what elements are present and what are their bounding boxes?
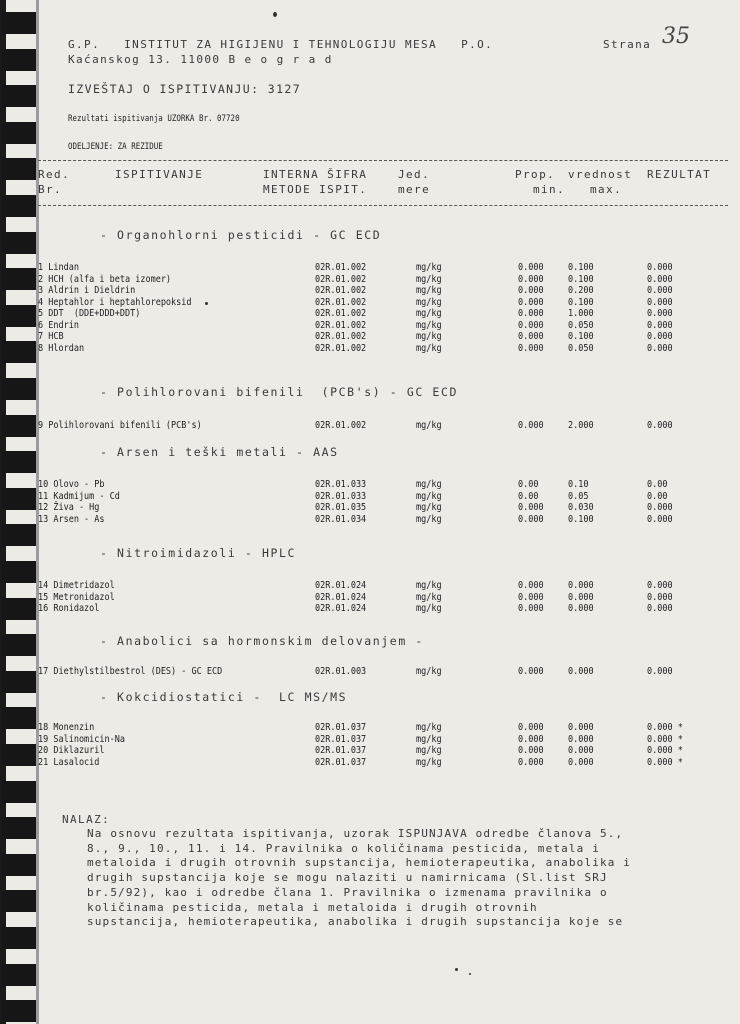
cell-unit: mg/kg xyxy=(416,343,442,355)
sample-line: Rezultati ispitivanja UZORKA Br. 07720 xyxy=(68,113,240,124)
cell-unit: mg/kg xyxy=(416,285,442,297)
cell-min: 0.000 xyxy=(518,603,544,615)
cell-min: 0.000 xyxy=(518,502,544,514)
cell-result: 0.000 xyxy=(647,514,673,526)
cell-name: 8 Hlordan xyxy=(38,343,85,355)
cell-code: 02R.01.024 xyxy=(315,592,367,604)
section-title: - Anabolici sa hormonskim delovanjem - xyxy=(100,634,424,648)
binding-hole xyxy=(2,854,36,876)
cell-min: 0.000 xyxy=(518,580,544,592)
cell-max: 0.200 xyxy=(568,285,594,297)
report-title: IZVEŠTAJ O ISPITIVANJU: 3127 xyxy=(68,82,302,96)
table-header-rule xyxy=(38,205,728,206)
findings-line: Na osnovu rezultata ispitivanja, uzorak ISPUNJAVA odredbe članova 5., xyxy=(87,827,624,840)
cell-unit: mg/kg xyxy=(416,479,442,491)
binding-hole xyxy=(2,488,36,510)
findings-line: metaloida i drugih otrovnih supstancija, hemioterapeutika, anabolika i xyxy=(87,856,632,869)
cell-min: 0.000 xyxy=(518,734,544,746)
cell-code: 02R.01.002 xyxy=(315,331,367,343)
findings-label: NALAZ: xyxy=(62,813,111,826)
cell-unit: mg/kg xyxy=(416,420,442,432)
cell-unit: mg/kg xyxy=(416,666,442,678)
findings-line: 8., 9., 10., 11. i 14. Pravilnika o količinama pesticida, metala i xyxy=(87,842,600,855)
table-top-rule xyxy=(38,160,728,161)
cell-max: 0.000 xyxy=(568,745,594,757)
cell-unit: mg/kg xyxy=(416,745,442,757)
cell-code: 02R.01.002 xyxy=(315,297,367,309)
binding-hole xyxy=(2,781,36,803)
department-line: ODELJENJE: ZA REZIDUE xyxy=(68,141,163,152)
binding-hole xyxy=(2,1000,36,1022)
binding-hole xyxy=(2,598,36,620)
cell-code: 02R.01.002 xyxy=(315,320,367,332)
cell-unit: mg/kg xyxy=(416,262,442,274)
cell-min: 0.000 xyxy=(518,343,544,355)
binding-hole xyxy=(2,232,36,254)
col-jed-1: Jed. xyxy=(398,168,431,181)
cell-code: 02R.01.035 xyxy=(315,502,367,514)
cell-unit: mg/kg xyxy=(416,603,442,615)
cell-min: 0.000 xyxy=(518,514,544,526)
cell-min: 0.000 xyxy=(518,757,544,769)
cell-name: 19 Salinomicin-Na xyxy=(38,734,125,746)
section-title: - Organohlorni pesticidi - GC ECD xyxy=(100,228,382,242)
cell-max: 0.10 xyxy=(568,479,589,491)
cell-code: 02R.01.002 xyxy=(315,420,367,432)
cell-min: 0.000 xyxy=(518,297,544,309)
cell-unit: mg/kg xyxy=(416,514,442,526)
cell-unit: mg/kg xyxy=(416,502,442,514)
col-max: max. xyxy=(590,183,623,196)
cell-min: 0.00 xyxy=(518,491,539,503)
cell-result: 0.000 xyxy=(647,297,673,309)
col-min: min. xyxy=(533,183,566,196)
cell-code: 02R.01.024 xyxy=(315,580,367,592)
cell-max: 0.000 xyxy=(568,734,594,746)
binding-hole xyxy=(2,561,36,583)
cell-name: 12 Živa - Hg xyxy=(38,502,100,514)
cell-code: 02R.01.003 xyxy=(315,666,367,678)
cell-result: 0.000 xyxy=(647,502,673,514)
cell-unit: mg/kg xyxy=(416,320,442,332)
findings-line: supstancija, hemioterapeutika, anabolika i drugih supstancija koje se xyxy=(87,915,624,928)
scan-speck xyxy=(273,12,277,17)
cell-unit: mg/kg xyxy=(416,580,442,592)
page-label: Strana xyxy=(603,38,652,51)
cell-name: 4 Heptahlor i heptahlorepoksid xyxy=(38,297,192,309)
cell-min: 0.000 xyxy=(518,666,544,678)
cell-result: 0.000 xyxy=(647,262,673,274)
binding-hole xyxy=(2,744,36,766)
col-jed-2: mere xyxy=(398,183,431,196)
cell-unit: mg/kg xyxy=(416,734,442,746)
cell-max: 1.000 xyxy=(568,308,594,320)
findings-line: količinama pesticida, metala i metaloida i drugih otrovnih xyxy=(87,901,538,914)
cell-max: 0.050 xyxy=(568,320,594,332)
binding-hole xyxy=(2,49,36,71)
cell-min: 0.000 xyxy=(518,262,544,274)
cell-max: 0.000 xyxy=(568,666,594,678)
cell-result: 0.000 * xyxy=(647,734,683,746)
cell-result: 0.000 xyxy=(647,285,673,297)
cell-unit: mg/kg xyxy=(416,491,442,503)
cell-name: 17 Diethylstilbestrol (DES) - GC ECD xyxy=(38,666,223,678)
cell-max: 0.000 xyxy=(568,580,594,592)
cell-unit: mg/kg xyxy=(416,274,442,286)
cell-code: 02R.01.037 xyxy=(315,745,367,757)
binding-hole xyxy=(2,158,36,180)
scan-speck xyxy=(455,968,458,971)
cell-code: 02R.01.002 xyxy=(315,308,367,320)
cell-name: 16 Ronidazol xyxy=(38,603,100,615)
binding-hole xyxy=(2,12,36,34)
binding-hole xyxy=(2,341,36,363)
cell-min: 0.000 xyxy=(518,592,544,604)
cell-name: 2 HCH (alfa i beta izomer) xyxy=(38,274,172,286)
cell-result: 0.000 * xyxy=(647,757,683,769)
cell-max: 0.100 xyxy=(568,274,594,286)
binding-hole xyxy=(2,268,36,290)
binding-hole xyxy=(2,964,36,986)
col-sifra-1: INTERNA ŠIFRA xyxy=(263,168,368,181)
cell-name: 1 Lindan xyxy=(38,262,79,274)
cell-max: 0.05 xyxy=(568,491,589,503)
cell-result: 0.00 xyxy=(647,491,668,503)
cell-name: 6 Endrin xyxy=(38,320,79,332)
binding-hole xyxy=(2,122,36,144)
cell-name: 9 Polihlorovani bifenili (PCB's) xyxy=(38,420,202,432)
binding-hole xyxy=(2,634,36,656)
cell-unit: mg/kg xyxy=(416,331,442,343)
cell-code: 02R.01.002 xyxy=(315,274,367,286)
cell-result: 0.000 xyxy=(647,592,673,604)
cell-result: 0.000 xyxy=(647,420,673,432)
col-br: Br. xyxy=(38,183,63,196)
col-rezultat: REZULTAT xyxy=(647,168,712,181)
cell-unit: mg/kg xyxy=(416,722,442,734)
cell-min: 0.00 xyxy=(518,479,539,491)
binding-hole xyxy=(2,890,36,912)
handwritten-page-number: 35 xyxy=(662,24,690,49)
col-ispitivanje: ISPITIVANJE xyxy=(115,168,204,181)
cell-min: 0.000 xyxy=(518,285,544,297)
cell-name: 20 Diklazuril xyxy=(38,745,105,757)
cell-code: 02R.01.033 xyxy=(315,479,367,491)
col-prop: Prop. xyxy=(515,168,556,181)
binding-hole xyxy=(2,85,36,107)
cell-result: 0.000 xyxy=(647,603,673,615)
cell-result: 0.000 xyxy=(647,331,673,343)
cell-max: 0.000 xyxy=(568,603,594,615)
binding-hole xyxy=(2,451,36,473)
spiral-binding xyxy=(0,0,40,1024)
cell-max: 0.100 xyxy=(568,514,594,526)
findings-line: drugih supstancija koje se mogu nalaziti u namirnicama (Sl.list SRJ xyxy=(87,871,608,884)
cell-name: 10 Olovo - Pb xyxy=(38,479,105,491)
cell-max: 0.000 xyxy=(568,757,594,769)
binding-hole xyxy=(2,524,36,546)
col-red: Red. xyxy=(38,168,71,181)
company-header: G.P. INSTITUT ZA HIGIJENU I TEHNOLOGIJU MESA P.O. xyxy=(68,38,494,51)
cell-name: 13 Arsen - As xyxy=(38,514,105,526)
section-title: - Arsen i teški metali - AAS xyxy=(100,445,339,459)
binding-hole xyxy=(2,305,36,327)
cell-max: 0.000 xyxy=(568,592,594,604)
binding-hole xyxy=(2,817,36,839)
scan-speck xyxy=(469,973,471,975)
cell-max: 2.000 xyxy=(568,420,594,432)
cell-name: 5 DDT (DDE+DDD+DDT) xyxy=(38,308,141,320)
findings-line: br.5/92), kao i odredbe člana 1. Pravilnika o izmenama pravilnika o xyxy=(87,886,608,899)
cell-result: 0.000 * xyxy=(647,745,683,757)
scan-speck xyxy=(205,302,208,305)
cell-unit: mg/kg xyxy=(416,308,442,320)
cell-max: 0.030 xyxy=(568,502,594,514)
col-vrednost: vrednost xyxy=(568,168,633,181)
cell-result: 0.000 xyxy=(647,666,673,678)
cell-max: 0.000 xyxy=(568,722,594,734)
cell-result: 0.000 xyxy=(647,274,673,286)
cell-name: 21 Lasalocid xyxy=(38,757,100,769)
cell-max: 0.100 xyxy=(568,262,594,274)
section-title: - Kokcidiostatici - LC MS/MS xyxy=(100,690,348,704)
binding-hole xyxy=(2,927,36,949)
cell-name: 15 Metronidazol xyxy=(38,592,115,604)
cell-name: 7 HCB xyxy=(38,331,64,343)
cell-result: 0.000 xyxy=(647,343,673,355)
cell-min: 0.000 xyxy=(518,722,544,734)
cell-code: 02R.01.024 xyxy=(315,603,367,615)
cell-code: 02R.01.037 xyxy=(315,722,367,734)
cell-unit: mg/kg xyxy=(416,757,442,769)
cell-min: 0.000 xyxy=(518,320,544,332)
cell-code: 02R.01.037 xyxy=(315,734,367,746)
cell-code: 02R.01.034 xyxy=(315,514,367,526)
cell-name: 14 Dimetridazol xyxy=(38,580,115,592)
cell-min: 0.000 xyxy=(518,420,544,432)
cell-code: 02R.01.033 xyxy=(315,491,367,503)
company-address: Kaćanskog 13. 11000 B e o g r a d xyxy=(68,53,333,66)
cell-result: 0.000 xyxy=(647,308,673,320)
cell-code: 02R.01.037 xyxy=(315,757,367,769)
cell-result: 0.00 xyxy=(647,479,668,491)
cell-name: 3 Aldrin i Dieldrin xyxy=(38,285,136,297)
cell-result: 0.000 * xyxy=(647,722,683,734)
cell-max: 0.100 xyxy=(568,331,594,343)
cell-result: 0.000 xyxy=(647,320,673,332)
cell-code: 02R.01.002 xyxy=(315,285,367,297)
cell-min: 0.000 xyxy=(518,308,544,320)
cell-max: 0.050 xyxy=(568,343,594,355)
binding-hole xyxy=(2,195,36,217)
binding-hole xyxy=(2,415,36,437)
cell-min: 0.000 xyxy=(518,745,544,757)
cell-code: 02R.01.002 xyxy=(315,343,367,355)
binding-hole xyxy=(2,671,36,693)
cell-unit: mg/kg xyxy=(416,592,442,604)
section-title: - Polihlorovani bifenili (PCB's) - GC ECD xyxy=(100,385,458,399)
binding-hole xyxy=(2,378,36,400)
col-sifra-2: METODE ISPIT. xyxy=(263,183,368,196)
cell-result: 0.000 xyxy=(647,580,673,592)
binding-hole xyxy=(2,707,36,729)
cell-min: 0.000 xyxy=(518,331,544,343)
cell-code: 02R.01.002 xyxy=(315,262,367,274)
cell-max: 0.100 xyxy=(568,297,594,309)
cell-unit: mg/kg xyxy=(416,297,442,309)
cell-name: 11 Kadmijum - Cd xyxy=(38,491,120,503)
section-title: - Nitroimidazoli - HPLC xyxy=(100,546,297,560)
cell-min: 0.000 xyxy=(518,274,544,286)
cell-name: 18 Monenzin xyxy=(38,722,95,734)
